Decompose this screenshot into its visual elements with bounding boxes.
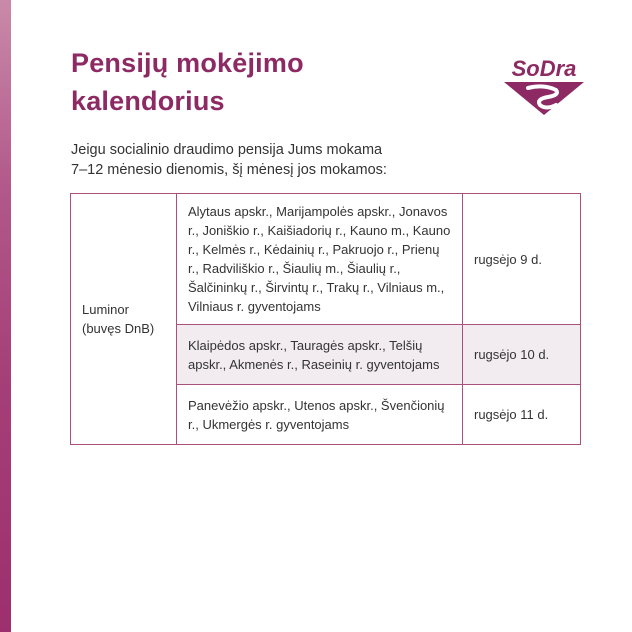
intro-line-2: 7–12 mėnesio dienomis, šį mėnesį jos mokamos:: [71, 162, 387, 178]
date-cell: rugsėjo 9 d.: [463, 194, 581, 325]
region-line: Vilniaus r. gyventojams: [188, 299, 321, 314]
title-line-2: kalendorius: [71, 86, 225, 116]
region-line: r., Radviliškio r., Šiaulių m., Šiaulių r.,: [188, 261, 401, 276]
region-cell: [177, 194, 463, 325]
payment-calendar-table: [70, 193, 581, 445]
page-title: [71, 44, 304, 120]
region-cell: [177, 385, 463, 445]
region-line: Klaipėdos apskr., Tauragės apskr., Telšių: [188, 337, 423, 353]
intro-line-1: Jeigu socialinio draudimo pensija Jums mokama: [71, 142, 383, 158]
logo-text: SoDra: [511, 56, 577, 81]
region-line: Panevėžio apskr., Utenos apskr., Švenčionių: [188, 397, 445, 413]
intro-text: [71, 140, 387, 180]
region-line: Alytaus apskr., Marijampolės apskr., Jonavos: [188, 204, 448, 219]
table-row: [71, 194, 581, 325]
title-line-1: Pensijų mokėjimo: [71, 48, 304, 78]
bank-cell: [71, 194, 177, 445]
date-cell: rugsėjo 11 d.: [463, 385, 581, 445]
sodra-logo: [498, 55, 590, 117]
region-line: apskr., Akmenės r., Raseinių r. gyventojams: [188, 356, 440, 372]
region-line: r., Kelmės r., Kėdainių r., Pakruojo r., Prienų: [188, 242, 440, 257]
side-accent-bar: [0, 0, 11, 632]
region-cell: [177, 325, 463, 385]
region-line: r., Joniškio r., Kaišiadorių r., Kauno m., Kauno: [188, 223, 451, 238]
region-line: r., Ukmergės r. gyventojams: [188, 416, 350, 432]
bank-former-name: (buvęs DnB): [82, 321, 155, 336]
bank-name: Luminor: [82, 302, 129, 317]
date-cell: rugsėjo 10 d.: [463, 325, 581, 385]
region-line: Šalčininkų r., Širvintų r., Trakų r., Vilniaus m.,: [188, 280, 445, 295]
